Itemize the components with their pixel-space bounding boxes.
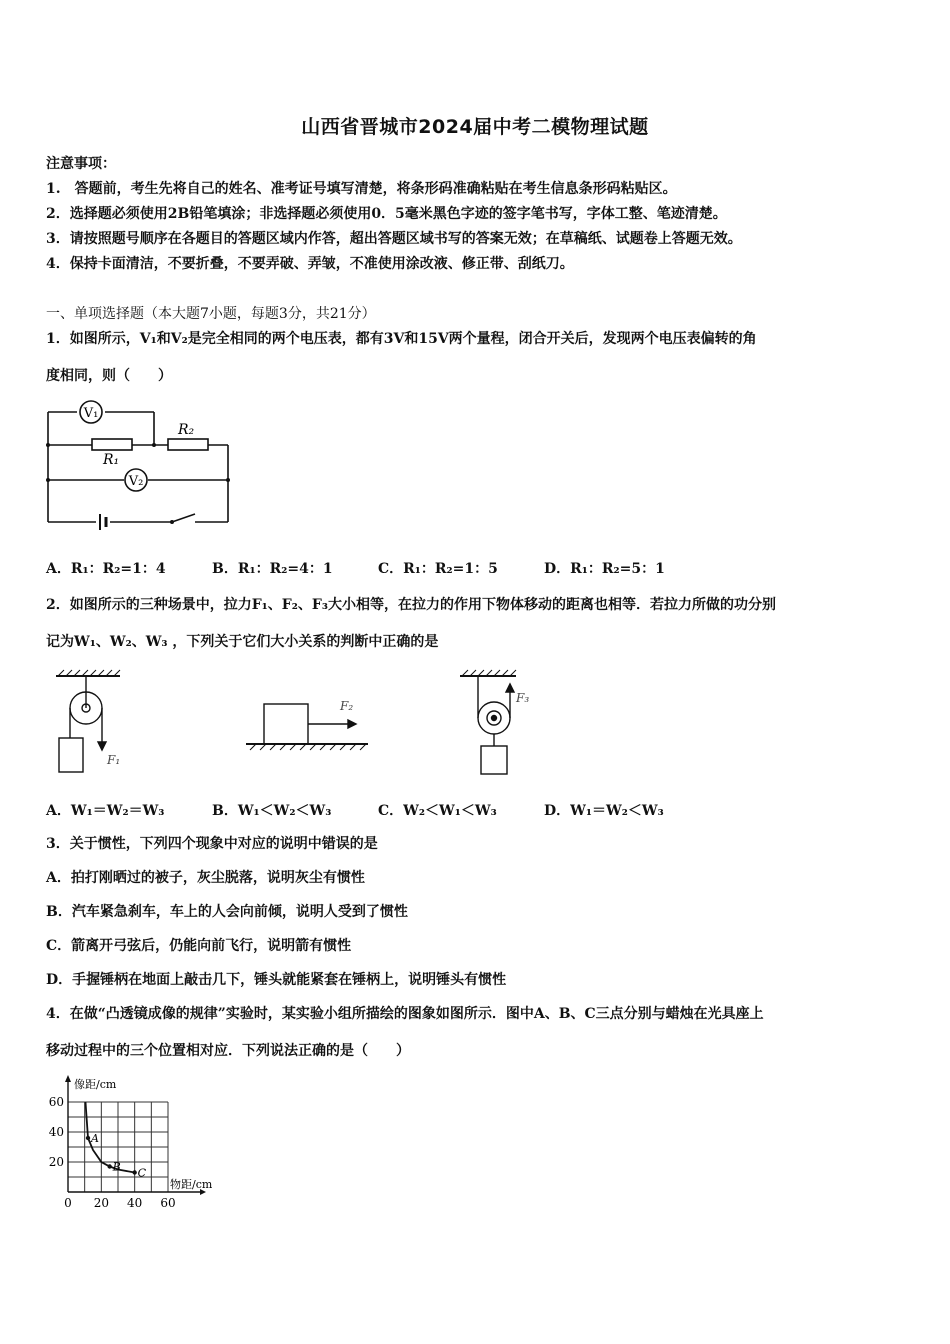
voltmeter-v2 bbox=[125, 469, 147, 491]
q1-option-d[interactable]: D．R₁：R₂=5：1 bbox=[544, 561, 665, 577]
y-axis-arrow bbox=[65, 1075, 71, 1082]
section-heading: 一、单项选择题（本大题7小题，每题3分，共21分） bbox=[46, 306, 376, 322]
q3-option-c[interactable]: C．箭离开弓弦后，仍能向前飞行，说明箭有惯性 bbox=[46, 938, 352, 954]
point-label-c: C bbox=[137, 1166, 147, 1180]
f2-label: F₂ bbox=[340, 699, 354, 713]
q2-option-d[interactable]: D．W₁＝W₂＜W₃ bbox=[544, 803, 664, 819]
page-title: 山西省晋城市2024届中考二模物理试题 bbox=[301, 116, 649, 138]
x-tick-label: 20 bbox=[93, 1196, 109, 1210]
q1-circuit-diagram bbox=[40, 398, 240, 530]
q1-options bbox=[46, 558, 665, 578]
notice-item: 1. 答题前，考生先将自己的姓名、准考证号填写清楚，将条形码准确粘贴在考生信息条形码粘贴区。 bbox=[46, 181, 677, 197]
x-tick-label: 60 bbox=[160, 1196, 176, 1210]
q2-option-a[interactable]: A．W₁＝W₂＝W₃ bbox=[46, 803, 165, 819]
point-label-a: A bbox=[91, 1132, 99, 1145]
notice-heading: 注意事项： bbox=[46, 156, 116, 172]
x-tick-label: 40 bbox=[127, 1196, 143, 1210]
data-point-b bbox=[107, 1164, 111, 1168]
q1-stem-line2: 度相同，则（ ） bbox=[46, 368, 172, 384]
y-tick-label: 40 bbox=[48, 1125, 64, 1139]
q3-stem: 3．关于惯性，下列四个现象中对应的说明中错误的是 bbox=[46, 836, 378, 852]
notice-item: 2．选择题必须使用2B铅笔填涂；非选择题必须使用0．5毫米黑色字迹的签字笔书写，字体工整、笔迹清楚。 bbox=[46, 206, 727, 222]
q2-scenes-diagram bbox=[40, 668, 560, 780]
q4-lens-chart bbox=[40, 1070, 240, 1212]
q2-stem-line1: 2．如图所示的三种场景中，拉力F₁、F₂、F₃大小相等，在拉力的作用下物体移动的距离也相等．若拉力所做的功分别 bbox=[46, 597, 776, 613]
y-tick-label: 20 bbox=[48, 1155, 64, 1169]
f3-label: F₃ bbox=[516, 691, 530, 705]
x-axis-title: 物距/cm bbox=[170, 1178, 213, 1191]
point-label-b: B bbox=[112, 1160, 121, 1174]
x-tick-label: 0 bbox=[64, 1196, 72, 1210]
notice-item: 3．请按照题号顺序在各题目的答题区域内作答，超出答题区域书写的答案无效；在草稿纸、试题卷上答题无效。 bbox=[46, 231, 742, 247]
r1-label: R₁ bbox=[103, 452, 120, 468]
data-point-a bbox=[86, 1136, 90, 1140]
v1-label: V₁ bbox=[83, 406, 99, 421]
q3-option-b[interactable]: B．汽车紧急刹车，车上的人会向前倾，说明人受到了惯性 bbox=[46, 904, 408, 920]
q4-stem-line1: 4．在做“凸透镜成像的规律”实验时，某实验小组所描绘的图象如图所示．图中A、B、C三点分别与蜡烛在光具座上 bbox=[46, 1006, 764, 1022]
data-point-c bbox=[132, 1170, 136, 1174]
q4-stem-line2: 移动过程中的三个位置相对应．下列说法正确的是（ ） bbox=[46, 1043, 410, 1059]
q3-option-d[interactable]: D．手握锤柄在地面上敲击几下，锤头就能紧套在锤柄上，说明锤头有惯性 bbox=[46, 972, 507, 988]
y-tick-label: 60 bbox=[48, 1095, 64, 1109]
f1-label: F₁ bbox=[107, 753, 121, 767]
v2-label: V₂ bbox=[128, 474, 144, 489]
q1-stem-line1: 1．如图所示，V₁和V₂是完全相同的两个电压表，都有3V和15V两个量程，闭合开关后，发现两个电压表偏转的角 bbox=[46, 331, 757, 347]
y-axis-title: 像距/cm bbox=[74, 1078, 117, 1091]
voltmeter-v1 bbox=[80, 401, 102, 423]
notice-item: 4．保持卡面清洁，不要折叠，不要弄破、弄皱，不准使用涂改液、修正带、刮纸刀。 bbox=[46, 256, 574, 272]
q1-option-c[interactable]: C．R₁：R₂=1：5 bbox=[378, 561, 498, 577]
q3-option-a[interactable]: A．拍打刚晒过的被子，灰尘脱落，说明灰尘有惯性 bbox=[46, 870, 365, 886]
q2-options bbox=[46, 800, 664, 820]
q1-option-a[interactable]: A．R₁：R₂=1：4 bbox=[46, 561, 166, 577]
scene-movable-pulley bbox=[460, 670, 516, 774]
q2-stem-line2: 记为W₁、W₂、W₃ ，下列关于它们大小关系的判断中正确的是 bbox=[46, 634, 439, 650]
q2-option-b[interactable]: B．W₁＜W₂＜W₃ bbox=[212, 803, 332, 819]
r2-label: R₂ bbox=[178, 422, 195, 438]
q2-option-c[interactable]: C．W₂＜W₁＜W₃ bbox=[378, 803, 497, 819]
q1-option-b[interactable]: B．R₁：R₂=4：1 bbox=[212, 561, 333, 577]
